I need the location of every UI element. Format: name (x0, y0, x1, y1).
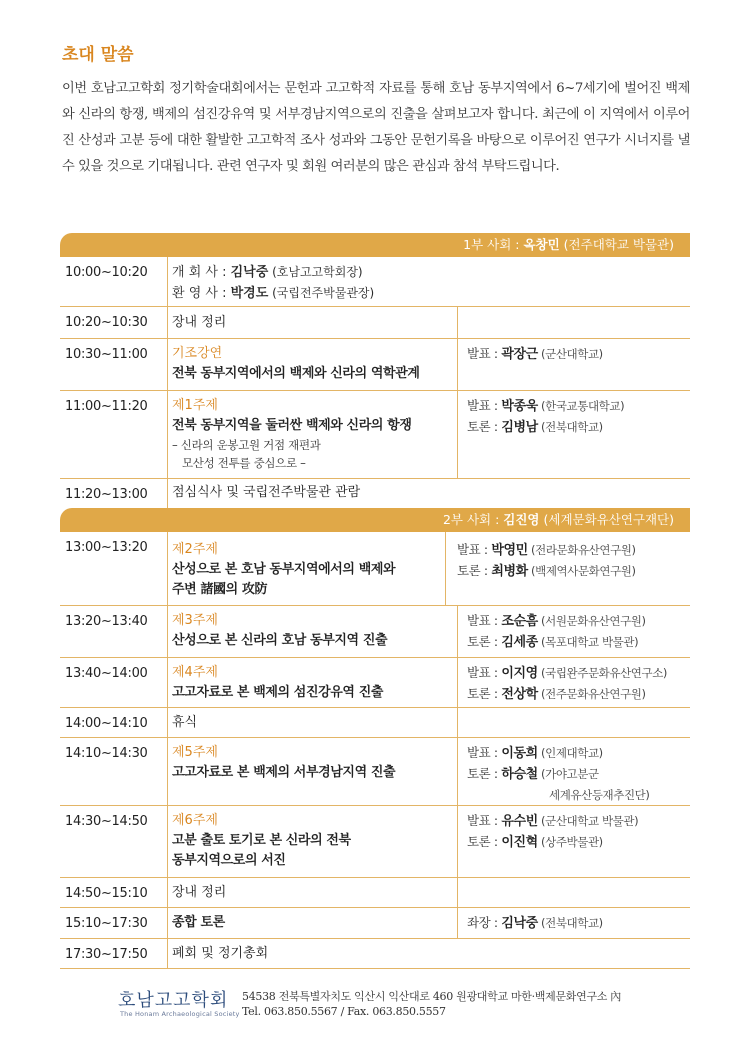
topic-tag: 제5주제 (172, 745, 218, 760)
schedule-row (60, 606, 690, 658)
topic-title-2: 동부지역으로의 서진 (172, 853, 286, 868)
session-1-moderator: 옥창민 (523, 237, 560, 252)
schedule-row (60, 878, 690, 908)
footer-address-block (242, 989, 621, 1019)
row-time: 13:40~14:00 (65, 666, 148, 681)
schedule-row (60, 257, 690, 307)
row-time: 14:10~14:30 (65, 746, 148, 761)
row-time: 11:00~11:20 (65, 399, 148, 414)
row-text: 장내 정리 (172, 885, 227, 900)
topic-title: 산성으로 본 호남 동부지역에서의 백제와 (172, 562, 396, 577)
topic-cell (172, 396, 457, 472)
row-time: 14:00~14:10 (65, 716, 148, 731)
keynote-title: 전북 동부지역에서의 백제와 신라의 역학관계 (172, 366, 420, 381)
discussant-name: 전상학 (501, 687, 538, 702)
topic-tag: 제2주제 (172, 542, 218, 557)
row-time: 17:30~17:50 (65, 947, 148, 962)
presenter-cell: 발표 : 박종욱 (한국교통대학교) 토론 : 김병남 (전북대학교) (467, 398, 625, 435)
topic-title: 고분 출토 토기로 본 신라의 전북 (172, 833, 351, 848)
discussant-name: 김세종 (501, 635, 538, 650)
schedule-row (60, 307, 690, 339)
schedule-row (60, 339, 690, 391)
schedule-row (60, 908, 690, 939)
topic-cell (172, 743, 457, 783)
schedule-row (60, 939, 690, 969)
presenter-cell: 발표 : 곽장근 (군산대학교) (467, 346, 603, 362)
topic-title: 고고자료로 본 백제의 서부경남지역 진출 (172, 765, 396, 780)
topic-cell (172, 540, 447, 600)
row-time: 10:00~10:20 (65, 265, 148, 280)
row-text: 장내 정리 (172, 315, 227, 330)
session-1-affiliation: (전주대학교 박물관) (559, 237, 674, 252)
presenter-cell: 발표 : 이지영 (국립완주문화유산연구소) 토론 : 전상학 (전주문화유산연구원) (467, 665, 668, 702)
keynote-tag: 기조강연 (172, 346, 223, 361)
presenter-name: 박영민 (491, 543, 528, 558)
opening-speakers (172, 262, 672, 304)
topic-title: 전북 동부지역을 둘러싼 백제와 신라의 항쟁 (172, 418, 412, 433)
row-text: 점심식사 및 국립전주박물관 관람 (172, 485, 361, 500)
footer (118, 986, 678, 1026)
society-logo: 호남고고학회 (118, 990, 229, 1011)
row-text: 종합 토론 (172, 915, 225, 930)
topic-subtitle-2: 모산성 전투를 중심으로 – (182, 456, 306, 470)
schedule-row (60, 806, 690, 878)
keynote-cell (172, 344, 457, 384)
session-1-label: 1부 사회 : (463, 237, 524, 252)
presenter-cell: 발표 : 조순흠 (서원문화유산연구원) 토론 : 김세종 (목포대학교 박물관) (467, 613, 646, 650)
row-time: 10:20~10:30 (65, 315, 148, 330)
topic-tag: 제4주제 (172, 665, 218, 680)
presenter-name: 이동희 (501, 746, 538, 761)
presenter-name: 곽장근 (501, 347, 538, 362)
welcome-aff: (국립전주박물관장) (268, 286, 375, 300)
opening-label: 개 회 사 : (172, 265, 231, 280)
chair-cell: 좌장 : 김낙중 (전북대학교) (467, 915, 603, 931)
schedule-row (60, 391, 690, 479)
topic-cell (172, 663, 457, 703)
row-time: 15:10~17:30 (65, 916, 148, 931)
topic-cell (172, 811, 457, 871)
row-time: 10:30~11:00 (65, 347, 148, 362)
session-1-header (60, 233, 690, 257)
row-time: 11:20~13:00 (65, 487, 148, 502)
schedule-row (60, 708, 690, 738)
schedule-row (60, 479, 690, 508)
row-time: 13:20~13:40 (65, 614, 148, 629)
society-logo-english: The Honam Archaeological Society (120, 1010, 240, 1018)
intro-paragraph: 이번 호남고고학회 정기학술대회에서는 문헌과 고고학적 자료를 통해 호남 동부지역에서 6~7세기에 벌어진 백제와 신라의 항쟁, 백제의 섬진강유역 및 서부경남지역으로의 진출을 살펴보고자 합니다. 최근에 이 지역에서 이루어진 산성과 고분 등에 대한 활발한 고고학적 조사 성과와 그동안 문헌기록을 바탕으로 이루어진 연구가 시너지를 낼 수 있을 것으로 기대됩니다. 관련 연구자 및 회원 여러분의 많은 관심과 참석 부탁드립니다. (62, 81, 690, 174)
presenter-cell: 발표 : 이동희 (인제대학교) 토론 : 하승철 (가야고분군 세계유산등재추진단) (467, 743, 690, 805)
row-time: 14:30~14:50 (65, 814, 148, 829)
row-time: 14:50~15:10 (65, 886, 148, 901)
discussant-aff-2: 세계유산등재추진단) (549, 788, 650, 802)
session-2-moderator: 김진영 (503, 512, 540, 527)
presenter-cell: 발표 : 박영민 (전라문화유산연구원) 토론 : 최병화 (백제역사문화연구원) (457, 542, 636, 579)
opening-aff: (호남고고학회장) (268, 265, 363, 279)
footer-address: 54538 전북특별자치도 익산시 익산대로 460 원광대학교 마한·백제문화연구소 內 (242, 990, 621, 1003)
discussant-name: 이진혁 (501, 835, 538, 850)
row-time: 13:00~13:20 (65, 540, 148, 555)
topic-tag: 제1주제 (172, 398, 218, 413)
discussant-name: 하승철 (501, 767, 538, 782)
welcome-label: 환 영 사 : (172, 286, 231, 301)
topic-tag: 제6주제 (172, 813, 218, 828)
discussant-name: 최병화 (491, 564, 528, 579)
row-text: 휴식 (172, 715, 198, 730)
welcome-speaker: 박경도 (230, 286, 269, 301)
presenter-name: 유수빈 (501, 814, 538, 829)
session-2-affiliation: (세계문화유산연구재단) (539, 512, 674, 527)
topic-cell (172, 611, 457, 651)
topic-tag: 제3주제 (172, 613, 218, 628)
session-2-label: 2부 사회 : (442, 512, 504, 527)
session-2-header (60, 508, 690, 532)
topic-title: 고고자료로 본 백제의 섬진강유역 진출 (172, 685, 384, 700)
opening-speaker: 김낙중 (230, 265, 269, 280)
page-title: 초대 말씀 (62, 45, 134, 65)
topic-title: 산성으로 본 신라의 호남 동부지역 진출 (172, 633, 388, 648)
presenter-name: 이지영 (501, 666, 538, 681)
presenter-name: 조순흠 (501, 614, 538, 629)
presenter-name: 박종욱 (501, 399, 538, 414)
schedule-row (60, 532, 690, 606)
discussant-name: 김병남 (501, 420, 538, 435)
presenter-cell: 발표 : 유수빈 (군산대학교 박물관) 토론 : 이진혁 (상주박물관) (467, 813, 639, 850)
topic-title-2: 주변 諸國의 攻防 (172, 582, 268, 597)
footer-contact: Tel. 063.850.5567 / Fax. 063.850.5557 (242, 1005, 446, 1018)
topic-subtitle: – 신라의 운봉고원 거점 재편과 (172, 438, 321, 452)
schedule-row (60, 658, 690, 708)
row-text: 폐회 및 정기총회 (172, 946, 269, 961)
chair-name: 김낙중 (501, 916, 538, 931)
schedule-row (60, 738, 690, 806)
